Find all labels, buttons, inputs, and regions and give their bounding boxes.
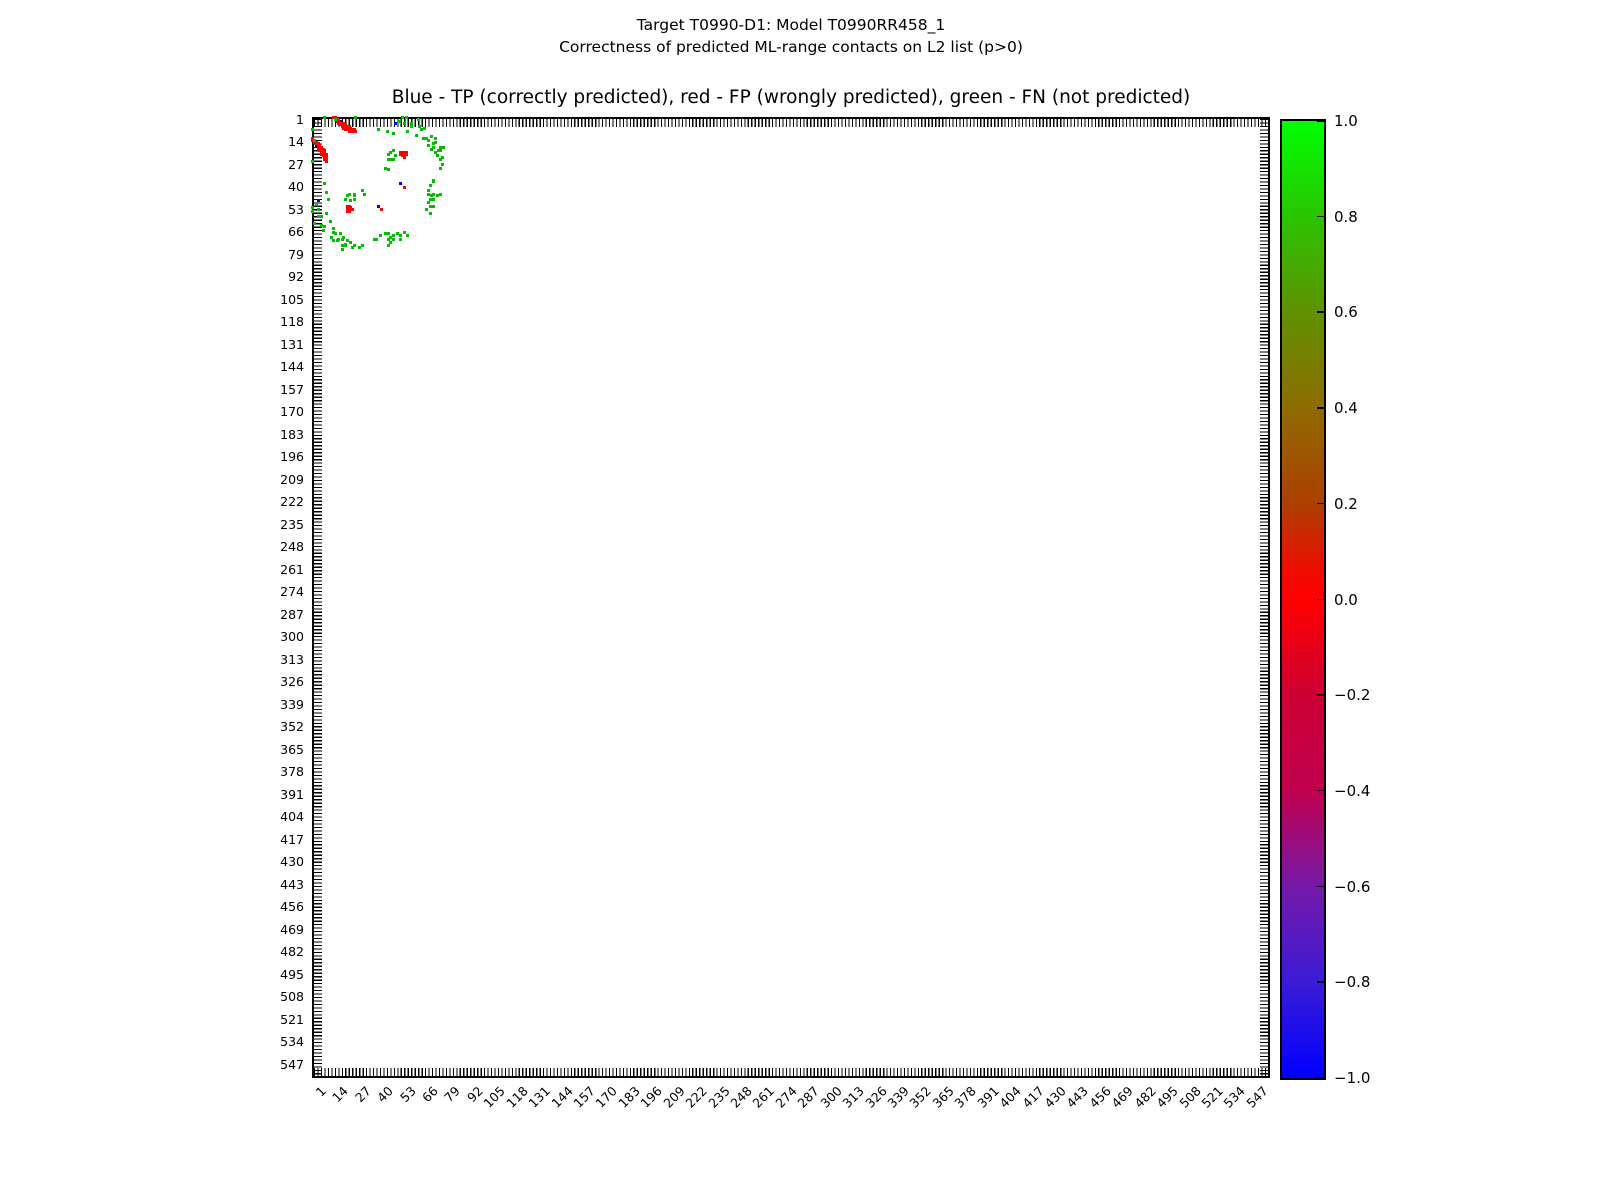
marker	[442, 146, 445, 149]
colorbar-tick	[1317, 216, 1324, 218]
y-tick-label: 482	[280, 944, 304, 960]
marker	[344, 244, 347, 247]
y-tick-label: 131	[280, 336, 304, 352]
marker	[389, 241, 392, 244]
marker	[325, 212, 328, 215]
marker	[323, 225, 326, 228]
x-tick-label: 14	[329, 1083, 352, 1106]
figure-title-line2: Correctness of predicted ML-range contacts on L2 list (p>0)	[559, 38, 1023, 56]
colorbar-tick	[1317, 1077, 1324, 1079]
x-axis-bottom-tick-comb	[314, 1068, 1268, 1076]
y-tick-label: 209	[280, 471, 304, 487]
y-tick-label: 300	[280, 629, 304, 645]
marker	[354, 116, 357, 119]
y-tick-label: 118	[280, 314, 304, 330]
marker	[327, 198, 330, 201]
y-tick-label: 274	[280, 584, 304, 600]
y-tick-label: 391	[280, 786, 304, 802]
marker	[313, 139, 316, 142]
y-tick-label: 144	[280, 359, 304, 375]
marker	[403, 122, 406, 125]
y-tick-label: 183	[280, 426, 304, 442]
x-tick-label: 417	[1018, 1083, 1047, 1111]
y-axis-left-tick-comb	[314, 119, 322, 1076]
colorbar-tick	[1317, 503, 1324, 505]
marker	[417, 118, 420, 121]
x-tick-label: 118	[503, 1083, 531, 1111]
marker	[334, 118, 337, 121]
x-tick-label: 248	[727, 1083, 755, 1111]
x-tick-label: 274	[772, 1083, 800, 1111]
y-tick-label: 404	[280, 809, 304, 825]
x-tick-label: 209	[660, 1083, 688, 1111]
x-tick-label: 144	[547, 1083, 576, 1111]
x-tick-label: 92	[463, 1083, 486, 1106]
marker	[353, 198, 356, 201]
marker	[311, 160, 314, 163]
marker	[406, 130, 409, 133]
x-tick-label: 508	[1175, 1083, 1204, 1111]
x-tick-label: 482	[1131, 1083, 1159, 1111]
marker	[392, 238, 395, 241]
x-tick-label: 404	[996, 1083, 1024, 1111]
marker	[317, 208, 320, 211]
y-tick-label: 1	[296, 111, 304, 127]
marker	[313, 222, 316, 225]
y-tick-label: 456	[280, 899, 304, 915]
x-tick-label: 66	[419, 1083, 441, 1106]
x-tick-label: 287	[794, 1083, 823, 1111]
y-tick-label: 157	[280, 381, 304, 397]
y-tick-label: 53	[288, 201, 304, 217]
x-tick-label: 300	[817, 1083, 845, 1111]
x-tick-label: 469	[1108, 1083, 1137, 1111]
colorbar-tick-label: 0.2	[1334, 494, 1358, 513]
x-tick-label: 456	[1086, 1083, 1114, 1111]
marker	[403, 186, 406, 189]
x-tick-label: 131	[525, 1083, 554, 1111]
x-tick-label: 170	[592, 1083, 621, 1111]
marker	[392, 149, 395, 152]
colorbar-tick	[1317, 981, 1324, 983]
marker	[415, 134, 418, 137]
y-tick-label: 170	[280, 404, 304, 420]
marker	[387, 153, 390, 156]
y-tick-label: 430	[280, 854, 304, 870]
marker	[387, 244, 390, 247]
colorbar-tick	[1317, 886, 1324, 888]
y-tick-label: 495	[280, 966, 304, 982]
colorbar-tick-label: 0.4	[1334, 399, 1358, 418]
y-tick-label: 534	[280, 1034, 304, 1050]
marker	[379, 234, 382, 237]
x-tick-label: 326	[861, 1083, 890, 1111]
marker	[311, 128, 314, 131]
colorbar-tick	[1317, 694, 1324, 696]
x-tick-label: 534	[1220, 1083, 1249, 1111]
marker	[380, 208, 383, 211]
x-tick-label: 495	[1153, 1083, 1181, 1111]
y-tick-label: 339	[280, 696, 304, 712]
marker	[392, 158, 395, 161]
colorbar-tick	[1317, 790, 1324, 792]
marker	[311, 210, 314, 213]
marker	[406, 234, 409, 237]
marker	[439, 193, 442, 196]
colorbar-tick	[1317, 407, 1324, 409]
colorbar-tick-label: 1.0	[1334, 112, 1358, 130]
x-tick-label: 378	[951, 1083, 980, 1111]
colorbar-tick-label: 0.8	[1334, 207, 1358, 226]
y-tick-label: 222	[280, 494, 304, 510]
y-tick-label: 196	[280, 449, 304, 465]
marker	[344, 198, 347, 201]
x-tick-label: 40	[374, 1083, 397, 1106]
y-tick-label: 66	[288, 224, 304, 240]
marker	[432, 198, 435, 201]
marker	[322, 229, 325, 232]
marker	[323, 182, 326, 185]
y-tick-label: 287	[280, 606, 304, 622]
marker	[323, 116, 326, 119]
y-tick-label: 105	[280, 291, 304, 307]
x-tick-label: 547	[1243, 1083, 1271, 1111]
y-tick-label: 14	[288, 134, 304, 150]
x-tick-label: 339	[884, 1083, 912, 1111]
marker	[353, 244, 356, 247]
marker	[439, 149, 442, 152]
y-tick-label: 261	[280, 561, 304, 577]
marker	[329, 220, 332, 223]
y-tick-label: 508	[280, 989, 304, 1005]
y-tick-label: 313	[280, 651, 304, 667]
colorbar-tick-label: −0.4	[1334, 781, 1371, 800]
y-tick-label: 92	[288, 269, 304, 285]
y-tick-label: 443	[280, 876, 304, 892]
y-tick-label: 547	[280, 1056, 304, 1072]
marker	[325, 160, 328, 163]
colorbar-tick-label: 0.6	[1334, 303, 1358, 322]
figure-title-line1: Target T0990-D1: Model T0990RR458_1	[636, 16, 946, 34]
x-axis-top-tick-comb	[314, 119, 1268, 127]
x-tick-label: 391	[974, 1083, 1002, 1111]
marker	[361, 244, 364, 247]
marker	[410, 125, 413, 128]
x-tick-label: 443	[1063, 1083, 1092, 1111]
marker	[315, 203, 318, 206]
y-tick-label: 326	[280, 674, 304, 690]
marker	[334, 232, 337, 235]
x-tick-label: 521	[1198, 1083, 1226, 1111]
colorbar-tick-label: −1.0	[1334, 1069, 1371, 1087]
marker	[354, 130, 357, 133]
marker	[351, 208, 354, 211]
marker	[429, 184, 432, 187]
y-axis-right-tick-comb	[1260, 119, 1268, 1076]
x-tick-label: 222	[682, 1083, 711, 1111]
x-tick-label: 105	[480, 1083, 509, 1111]
marker	[405, 116, 408, 119]
y-tick-label: 40	[288, 179, 304, 195]
colorbar-tick-label: −0.8	[1334, 973, 1371, 992]
colorbar-tick	[1317, 311, 1324, 313]
y-tick-label: 352	[280, 719, 304, 735]
y-tick-label: 27	[288, 156, 304, 172]
colorbar-tick-label: −0.6	[1334, 877, 1371, 896]
marker	[320, 215, 323, 218]
marker	[436, 194, 439, 197]
marker	[341, 248, 344, 251]
x-tick-label: 261	[749, 1083, 778, 1111]
colorbar-tick-label: −0.2	[1334, 686, 1371, 705]
marker	[348, 193, 351, 196]
marker	[423, 127, 426, 130]
x-tick-label: 235	[704, 1083, 733, 1111]
x-tick-label: 157	[570, 1083, 598, 1111]
plot-area	[312, 117, 1270, 1078]
marker	[387, 168, 390, 171]
x-tick-label: 313	[839, 1083, 867, 1111]
marker	[403, 156, 406, 159]
y-tick-label: 417	[280, 831, 304, 847]
axes-title: Blue - TP (correctly predicted), red - FP (wrongly predicted), green - FN (not predicted)	[391, 87, 1191, 108]
x-tick-label: 365	[929, 1083, 957, 1111]
x-tick-label: 196	[637, 1083, 666, 1111]
x-tick-label: 53	[396, 1083, 419, 1106]
marker	[392, 132, 395, 135]
marker	[432, 205, 435, 208]
marker	[399, 238, 402, 241]
y-tick-label: 248	[280, 539, 304, 555]
y-tick-label: 79	[288, 246, 304, 262]
marker	[386, 130, 389, 133]
x-tick-label: 79	[441, 1083, 464, 1106]
marker	[325, 191, 328, 194]
x-tick-label: 1	[312, 1083, 329, 1100]
colorbar-tick	[1317, 120, 1324, 122]
y-tick-label: 235	[280, 516, 304, 532]
marker	[439, 158, 442, 161]
x-tick-label: 27	[351, 1083, 374, 1106]
y-tick-label: 378	[280, 764, 304, 780]
marker	[377, 128, 380, 131]
marker	[363, 193, 366, 196]
y-tick-label: 521	[280, 1011, 304, 1027]
x-tick-label: 430	[1041, 1083, 1069, 1111]
colorbar-tick	[1317, 599, 1324, 601]
marker	[398, 120, 401, 123]
x-tick-label: 183	[615, 1083, 643, 1111]
marker	[427, 139, 430, 142]
marker	[375, 238, 378, 241]
y-tick-label: 365	[280, 741, 304, 757]
marker	[420, 128, 423, 131]
colorbar-tick-label: 0.0	[1334, 590, 1358, 609]
y-tick-label: 469	[280, 921, 304, 937]
marker	[439, 167, 442, 170]
x-tick-label: 352	[906, 1083, 935, 1111]
marker	[432, 180, 435, 183]
marker	[429, 212, 432, 215]
